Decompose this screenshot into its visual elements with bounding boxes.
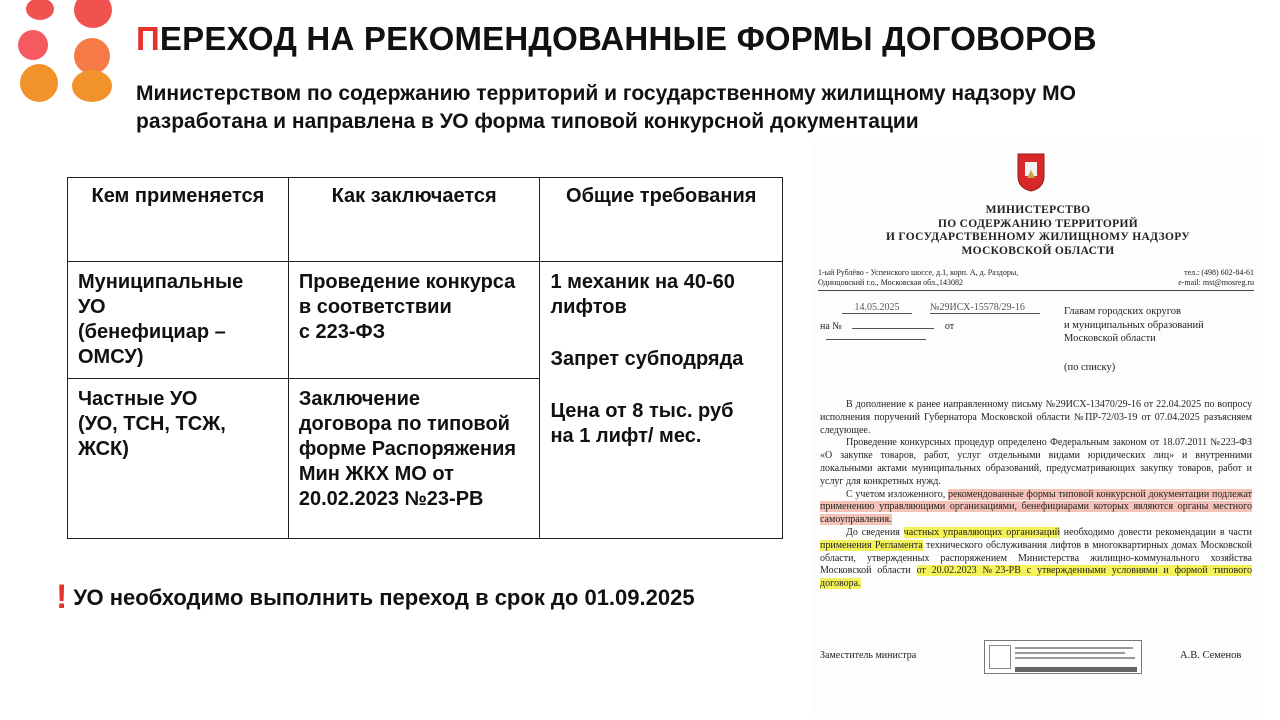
letter-number: №29ИСХ-15578/29-16 <box>930 302 1040 314</box>
electronic-signature-stamp <box>984 640 1142 674</box>
cell-line: ЖСК) <box>78 438 129 460</box>
table-header-row <box>68 178 783 262</box>
cell-line: на 1 лифт/ мес. <box>550 425 702 447</box>
paragraph-text: необходимо довести рекомендации в части <box>1059 526 1253 538</box>
blank-line <box>852 328 934 329</box>
subtitle-line-1: Министерством по содержанию территорий и государственному жилищному надзору МО <box>136 82 1076 105</box>
address-line: Одинцовский г.о., Московская обл.,143082 <box>818 278 963 287</box>
page-title <box>136 20 1097 58</box>
ministry-letter <box>812 140 1264 715</box>
requirement-mechanic <box>550 270 772 320</box>
logo-dot <box>26 0 54 20</box>
cell-line: Мин ЖКХ МО от <box>298 463 454 485</box>
paragraph-text: технического обслуживания лифтов в многоквартирных домах Московской области, утвержденных распоряжением Министерства жилищно-коммунального хозяйства Московской области <box>820 539 1252 577</box>
cell-requirements <box>540 262 783 539</box>
cell-line: Проведение конкурса <box>298 271 516 293</box>
stamp-line <box>1015 657 1135 659</box>
coat-of-arms-icon <box>1016 152 1046 192</box>
highlighted-text: рекомендованные формы типовой конкурсной документации подлежат применению управляющими организациями, бенефициарами которых являются органы местного самоуправления. <box>820 488 1253 526</box>
recipient-line: Главам городских округов <box>1064 306 1181 317</box>
cell-line: Цена от 8 тыс. руб <box>550 400 734 422</box>
cell-line: с 223-ФЗ <box>298 321 386 343</box>
letter-body <box>820 399 1252 591</box>
highlighted-text: от 20.02.2023 №23-РВ с утвержденными условиями и формой типового договора. <box>820 565 1252 590</box>
cell-line: УО <box>78 296 106 318</box>
letter-paragraph: В дополнение к ранее направленному письму №29ИСХ-13470/29-16 от 22.04.2025 по вопросу исполнения поручений Губернатора Московской области №ПР-72/03-19 от 07.04.2025 разъясняем следующее. <box>820 399 1252 436</box>
na-label: на № <box>820 321 842 332</box>
requirements-table <box>67 177 783 539</box>
cell-line: 20.02.2023 №23-РВ <box>298 488 484 510</box>
cell-how-private <box>288 379 540 539</box>
warning-text: УО необходимо выполнить переход в срок до 01.09.2025 <box>73 585 695 610</box>
paragraph-text: С учетом изложенного, <box>846 488 948 500</box>
contact-line: тел.: (498) 602-84-61 <box>1184 268 1254 277</box>
logo-dot <box>74 38 110 74</box>
logo-dot <box>72 70 112 102</box>
cell-line: Муниципальные <box>78 271 244 293</box>
header-requirements: Общие требования <box>540 178 783 262</box>
recipient-line: Московской области <box>1064 333 1156 344</box>
ministry-line: ПО СОДЕРЖАНИЮ ТЕРРИТОРИЙ <box>938 217 1138 230</box>
ot-label: от <box>944 321 955 332</box>
requirement-no-subcontract <box>550 347 772 372</box>
cell-line: (УО, ТСН, ТСЖ, <box>78 413 226 435</box>
letter-paragraph <box>820 527 1252 591</box>
address-line: 1-ый Рублёво - Успенского шоссе, д.1, корп. А, д. Раздоры, <box>818 268 1019 277</box>
title-rest: ЕРЕХОД НА РЕКОМЕНДОВАННЫЕ ФОРМЫ ДОГОВОРОВ <box>159 20 1097 57</box>
cell-line: Частные УО <box>78 388 198 410</box>
ministry-line: МИНИСТЕРСТВО <box>985 204 1091 216</box>
blank-line <box>826 339 926 340</box>
exclamation-icon: ! <box>56 578 68 616</box>
cell-line: Запрет субподряда <box>550 348 744 370</box>
header-how: Как заключается <box>288 178 540 262</box>
stamp-line <box>1015 652 1125 654</box>
header-who: Кем применяется <box>68 178 289 262</box>
seal-icon <box>989 645 1011 669</box>
cell-line: в соответствии <box>298 296 452 318</box>
cell-line: лифтов <box>550 296 627 318</box>
letter-paragraph: Проведение конкурсных процедур определено Федеральным законом от 18.07.2011 №223-ФЗ «О закупке товаров, работ, услуг отдельными видами юридических лиц» и внутренними локальными актами муниципальных образований, предусматривающих закупку товаров, работ и услуг для конкретных нужд. <box>820 437 1252 487</box>
cell-line: Заключение <box>298 388 421 410</box>
ministry-name <box>812 204 1264 258</box>
cell-who-private <box>68 379 289 539</box>
ministry-line: МОСКОВСКОЙ ОБЛАСТИ <box>961 244 1115 257</box>
ministry-contacts <box>1142 268 1254 288</box>
logo <box>18 0 128 110</box>
ministry-address <box>818 268 1078 288</box>
by-list-note: (по списку) <box>1064 362 1116 373</box>
subtitle-line-2: разработана и направлена в УО форма типовой конкурсной документации <box>136 110 919 133</box>
paragraph-text: До сведения <box>846 526 904 538</box>
cell-who-municipal <box>68 262 289 379</box>
signer-name: А.В. Семенов <box>1180 650 1242 661</box>
stamp-bar <box>1015 667 1137 672</box>
cell-line: (бенефициар – <box>78 321 226 343</box>
logo-dot <box>18 30 48 60</box>
stamp-line <box>1015 647 1133 649</box>
requirement-price <box>550 399 772 449</box>
letter-date: 14.05.2025 <box>842 302 912 314</box>
cell-line: договора по типовой <box>298 413 510 435</box>
highlighted-text: применения Регламента <box>820 539 923 551</box>
logo-dot <box>74 0 112 28</box>
header-divider <box>818 290 1254 291</box>
subtitle <box>136 80 1256 136</box>
cell-how-municipal <box>288 262 540 379</box>
letter-paragraph <box>820 489 1252 527</box>
signer-title: Заместитель министра <box>820 650 917 661</box>
contact-line: e-mail: mst@mosreg.ru <box>1178 278 1254 287</box>
letter-recipient <box>1064 305 1254 346</box>
deadline-warning <box>56 578 695 617</box>
recipient-line: и муниципальных образований <box>1064 319 1204 331</box>
reference-line <box>820 321 1050 343</box>
table-row <box>68 262 783 379</box>
ministry-line: И ГОСУДАРСТВЕННОМУ ЖИЛИЩНОМУ НАДЗОРУ <box>885 231 1191 243</box>
title-first-letter: П <box>136 20 160 57</box>
cell-line: ОМСУ) <box>78 346 144 368</box>
cell-line: форме Распоряжения <box>298 438 517 460</box>
highlighted-text: частных управляющих организаций <box>903 526 1060 538</box>
cell-line: 1 механик на 40-60 <box>550 271 735 293</box>
logo-dot <box>20 64 58 102</box>
